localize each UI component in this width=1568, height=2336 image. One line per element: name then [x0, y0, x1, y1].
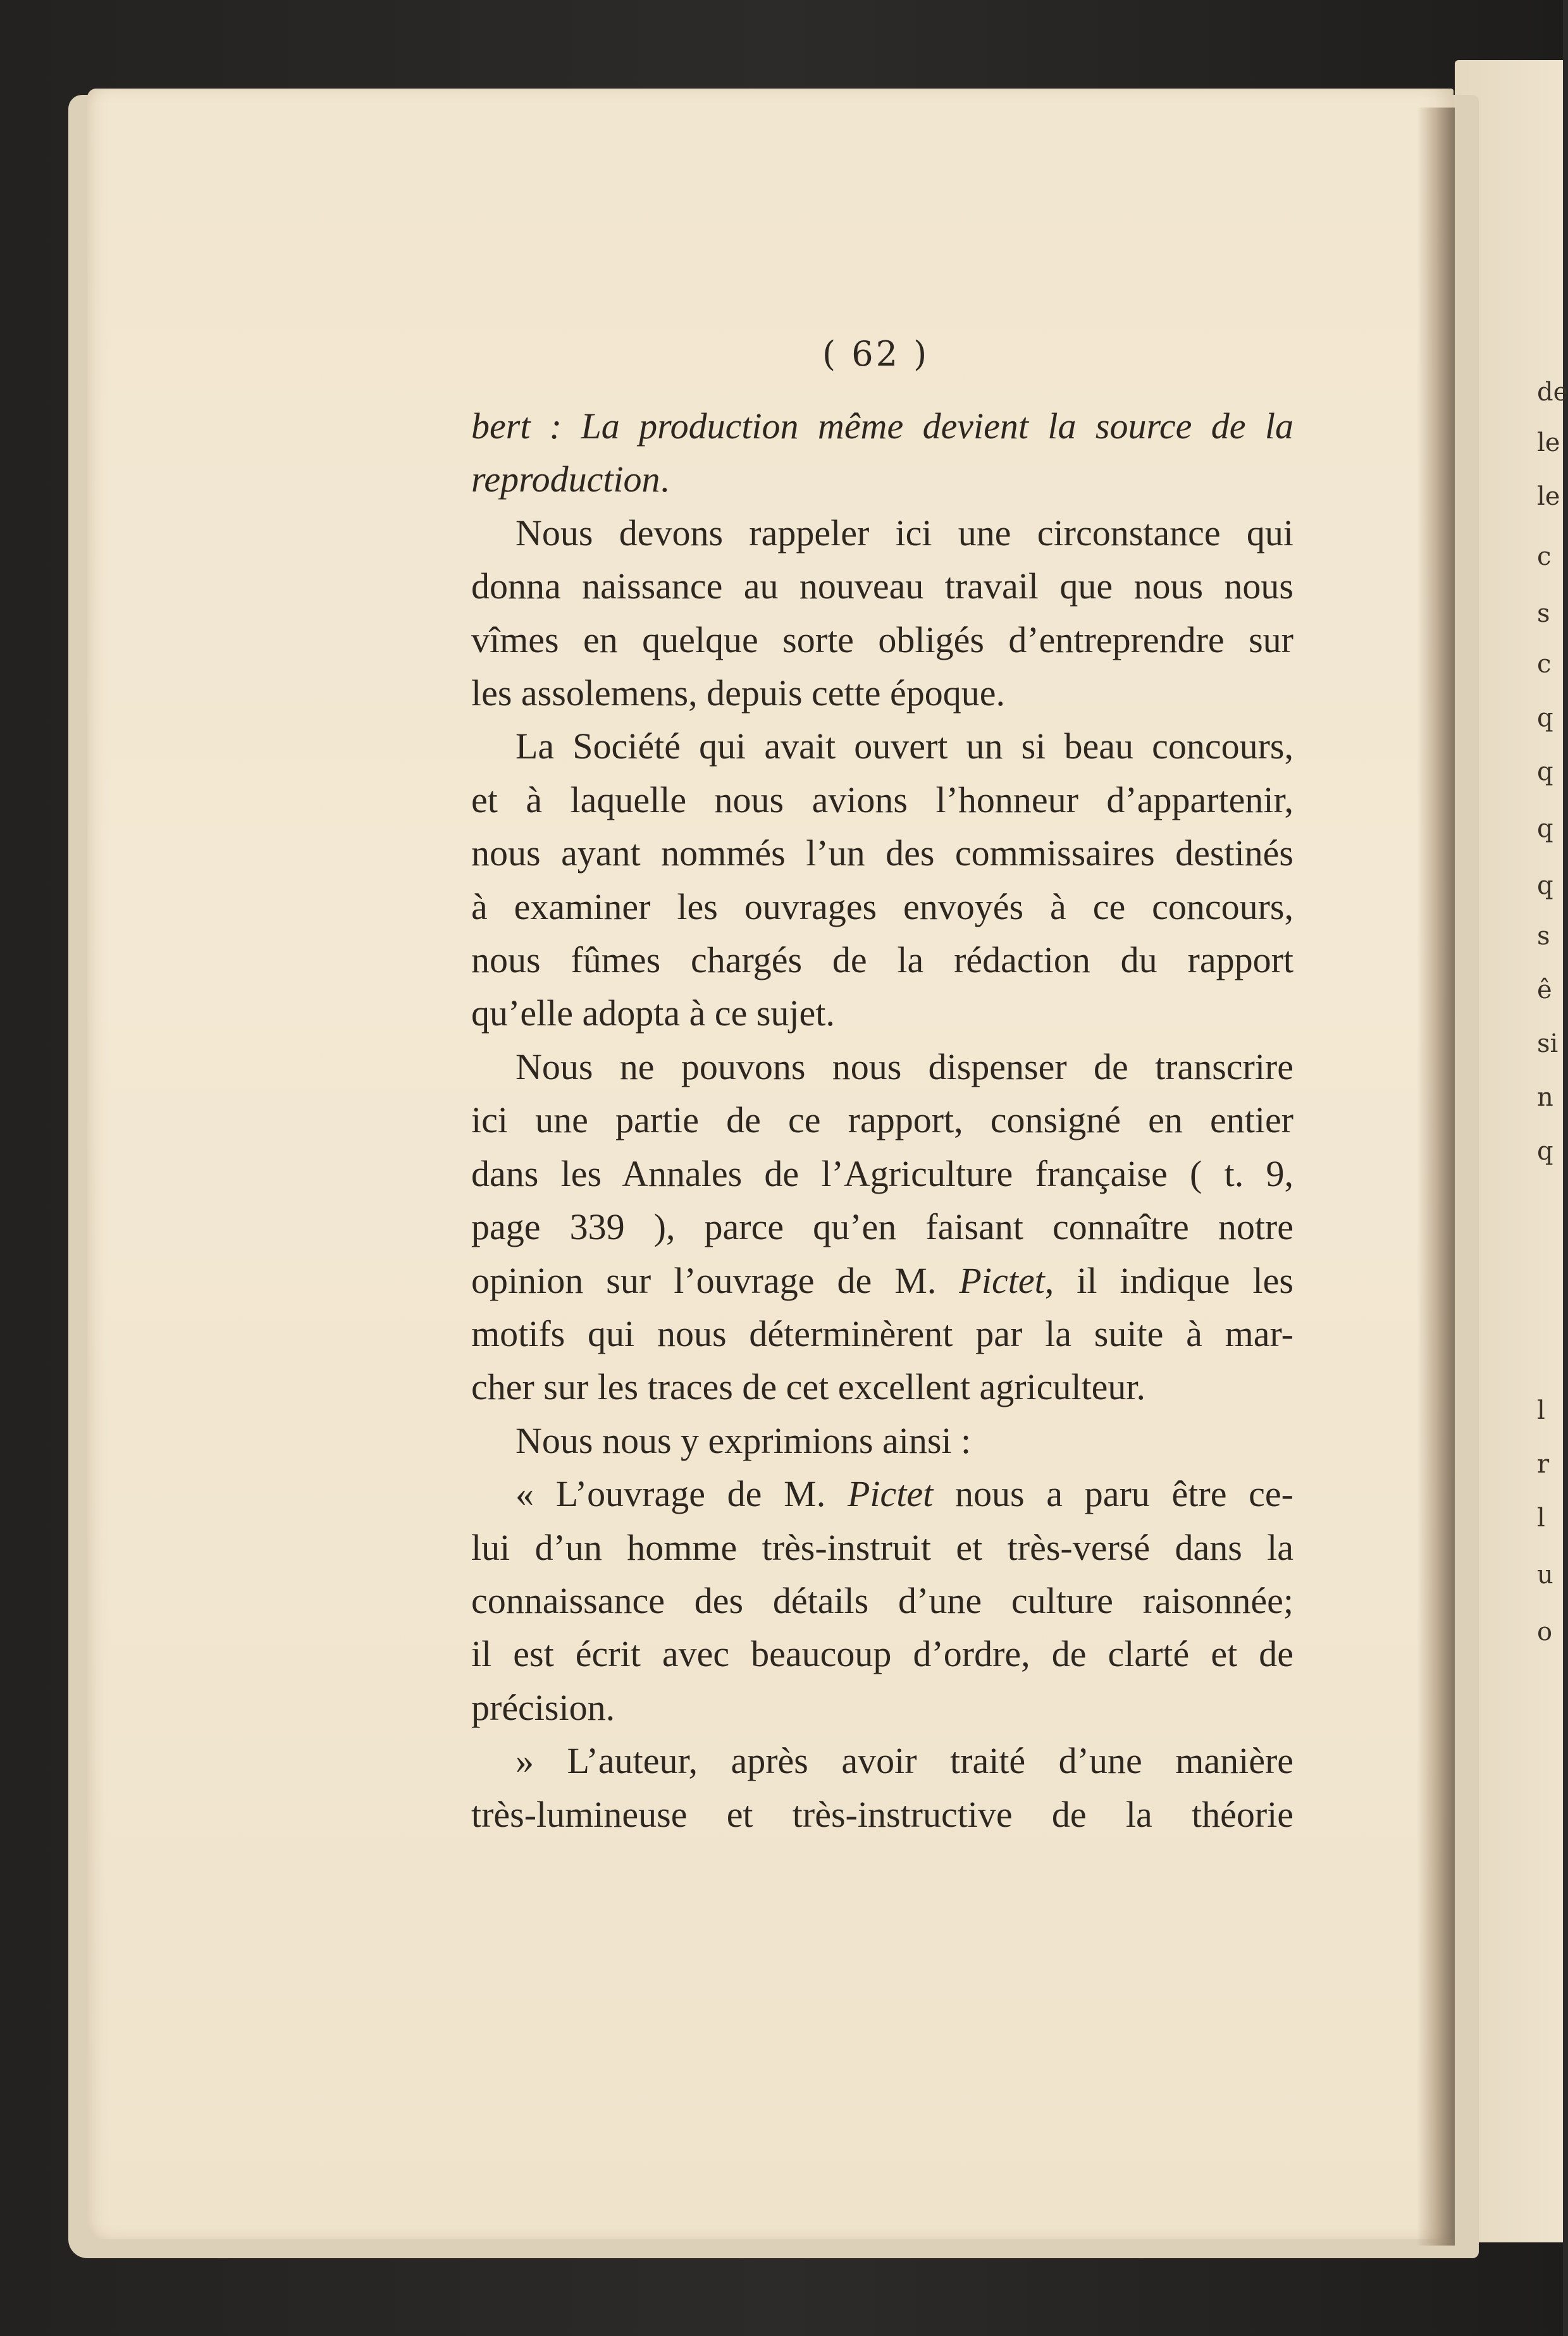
- paragraph: [471, 400, 1293, 453]
- text-line: Nous nous y exprimions ainsi :: [515, 1419, 972, 1461]
- facing-page-fragment: q: [1537, 871, 1553, 900]
- facing-page-fragment: q: [1537, 1137, 1553, 1166]
- facing-page-fragment: c: [1537, 542, 1552, 571]
- italic-quote: La production même devient la source de la: [581, 405, 1294, 447]
- text-line: .: [660, 459, 670, 500]
- author-name: Pictet: [847, 1473, 934, 1515]
- facing-page-fragment: le: [1537, 428, 1560, 457]
- italic-quote: reproduction: [471, 459, 660, 500]
- facing-page-fragment: le: [1537, 482, 1560, 511]
- text-line: et à laquelle nous avions l’honneur d’appartenir,: [471, 779, 1293, 820]
- text-line: » L’auteur, après avoir traité d’une manière: [515, 1740, 1293, 1782]
- facing-page-fragment: s: [1537, 599, 1550, 628]
- text-line: connaissance des détails d’une culture raisonnée;: [471, 1579, 1293, 1621]
- facing-page-fragment: ê: [1537, 975, 1552, 1004]
- text-line: « L’ouvrage de M.: [515, 1473, 848, 1515]
- facing-page-fragment: l: [1537, 1396, 1545, 1425]
- facing-page-fragment: de: [1537, 378, 1568, 407]
- text-line: , il indique les: [1044, 1259, 1293, 1301]
- text-line: nous fûmes chargés de la rédaction du rapport: [471, 939, 1293, 981]
- paragraph: [471, 1468, 1293, 1521]
- text-line: cher sur les traces de cet excellent agriculteur.: [471, 1366, 1146, 1408]
- facing-page-fragment: n: [1537, 1083, 1553, 1112]
- text-line: opinion sur l’ouvrage de M.: [471, 1259, 960, 1301]
- text-line: il est écrit avec beaucoup d’ordre, de clarté et de: [471, 1633, 1293, 1675]
- facing-page-fragment: o: [1537, 1617, 1553, 1647]
- facing-page-fragment: q: [1537, 814, 1553, 843]
- text-line: les assolemens, depuis cette époque.: [471, 672, 1005, 714]
- page-number: ( 62 ): [822, 334, 930, 374]
- text-line: Nous ne pouvons nous dispenser de transcrire: [515, 1046, 1293, 1087]
- text-line: qu’elle adopta à ce sujet.: [471, 992, 835, 1034]
- body-text: [471, 400, 1293, 1841]
- text-line: ici une partie de ce rapport, consigné en entier: [471, 1099, 1293, 1141]
- paragraph: [471, 453, 1293, 506]
- text-line: donna naissance au nouveau travail que nous nous: [471, 565, 1293, 607]
- facing-page-fragment: c: [1537, 650, 1552, 679]
- facing-page-fragment: si: [1537, 1029, 1559, 1058]
- text-line: dans les Annales de l’Agriculture française ( t. 9,: [471, 1153, 1293, 1194]
- text-line: motifs qui nous déterminèrent par la suite à mar-: [471, 1313, 1293, 1354]
- text-line: nous a paru être ce-: [933, 1473, 1293, 1515]
- author-name: Pictet: [959, 1259, 1045, 1301]
- text-line: bert :: [471, 405, 581, 447]
- text-line: nous ayant nommés l’un des commissaires destinés: [471, 832, 1293, 874]
- text-line: page 339 ), parce qu’en faisant connaître notre: [471, 1206, 1293, 1248]
- text-line: lui d’un homme très-instruit et très-versé dans la: [471, 1526, 1293, 1568]
- book-gutter: [1417, 108, 1455, 2246]
- text-line: à examiner les ouvrages envoyés à ce concours,: [471, 886, 1293, 927]
- text-line: très-lumineuse et très-instructive de la théorie: [471, 1793, 1293, 1835]
- facing-page-fragment: s: [1537, 922, 1550, 951]
- facing-page-fragment: q: [1537, 757, 1553, 786]
- facing-page-fragment: q: [1537, 703, 1553, 732]
- paragraph: [471, 1254, 1293, 1307]
- facing-page-fragment: l: [1537, 1504, 1545, 1533]
- facing-page-fragment: r: [1537, 1450, 1550, 1479]
- text-line: Nous devons rappeler ici une circonstance qui: [515, 512, 1293, 553]
- facing-page-fragment: u: [1537, 1560, 1553, 1590]
- text-line: La Société qui avait ouvert un si beau concours,: [515, 726, 1293, 767]
- text-line: vîmes en quelque sorte obligés d’entreprendre sur: [471, 619, 1293, 660]
- text-line: précision.: [471, 1686, 615, 1728]
